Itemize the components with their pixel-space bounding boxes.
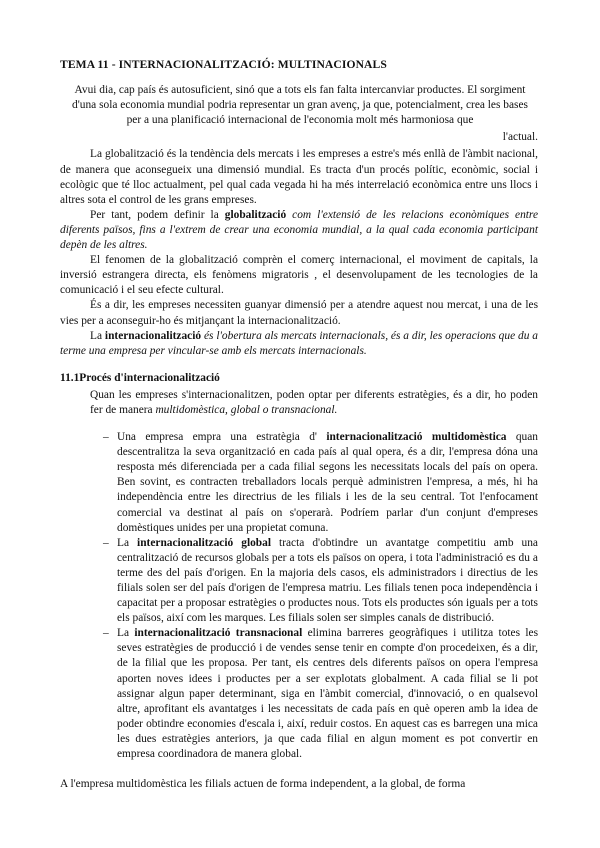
term-globalization: globalització [224, 208, 287, 221]
strategy-list [60, 430, 538, 762]
paragraph-internationalization-definition [60, 329, 538, 359]
section-heading: 11.1Procés d'internacionalització [60, 371, 220, 384]
strategy-list-text: multidomèstica, global o transnacional. [155, 403, 338, 416]
section-intro [90, 388, 538, 418]
list-item [103, 626, 538, 762]
closing-paragraph: A l'empresa multidomèstica les filials actuen de forma independent, a la global, de forma [60, 778, 466, 791]
term: internacionalització global [137, 536, 271, 549]
definition-text: com l'extensió de les relacions econòmiques entre diferents països, fins a l'extrem de crear una economia mundial, a la qual cada economia participant depèn de les altres. [60, 208, 538, 252]
list-item [103, 430, 538, 536]
term-internationalization: internacionalització [104, 329, 202, 342]
intro-paragraph-tail: l'actual. [502, 131, 538, 144]
text: elimina barreres geogràfiques i utilitza totes les seves estratègies de producció i de vendes sense tenir en compte d'on procedeixen, és a dir, de la filial que les proposa. Per tant, els centres dels diferents països on opera l'empresa aporten noves idees i productes per a ser explotats globalment. A cada filial se li pot assignar algun paper determinant, siga en l'àmbit comercial, d'innovació, o en qualsevol altre, aprofitant els avantatges i les necessitats de cada país en què operen amb la idea de poder obtindre economies d'escala i, així, reduir costos. En aquest cas es barregen una mica les dues estratègies anteriors, ja que cada filial en algun moment es pot convertir en empresa coordinadora de manera global. [117, 627, 538, 761]
dash-bullet: – [103, 431, 109, 444]
list-item [103, 536, 538, 627]
term: internacionalització multidomèstica [326, 431, 507, 444]
text: Una empresa empra una estratègia d' [117, 431, 327, 444]
term: internacionalització transnacional [134, 627, 303, 640]
text: Per tant, podem definir la [90, 208, 225, 221]
paragraph-globalization-phenomenon: El fenomen de la globalització comprèn el comerç internacional, el moviment de capitals, la inversió estrangera directa, els fenòmens migratoris , el desenvolupament de les tecnologies de la comunicació i el seu efecte cultural. [60, 254, 538, 297]
page-title: TEMA 11 - INTERNACIONALITZACIÓ: MULTINACIONALS [60, 58, 387, 71]
text: La [117, 536, 138, 549]
definition-text: és l'obertura als mercats internacionals, és a dir, les operacions que du a terme una empresa per vincular-se amb els mercats internacionals. [60, 329, 538, 357]
text: Quan les empreses s'internacionalitzen, poden optar per diferents estratègies, és a dir, ho poden fer de manera [90, 388, 538, 416]
dash-bullet: – [103, 536, 109, 549]
paragraph-globalization-definition [60, 208, 538, 253]
dash-bullet: – [103, 627, 109, 640]
intro-paragraph: Avui dia, cap país és autosuficient, sinó que a tots els fan falta intercanviar productes. El sorgiment d'una sola economia mundial podria representar un gran avenç, ja que, potencialment, crea les bases per a una planificació internacional de l'economia molt més harmoniosa que [72, 84, 528, 127]
paragraph-companies-dimension: És a dir, les empreses necessiten guanyar dimensió per a atendre aquest nou mercat, i una de les vies per a aconseguir-ho és mitjançant la internacionalització. [60, 299, 538, 327]
paragraph-globalization: La globalització és la tendència dels mercats i les empreses a estre's més enllà de l'àmbit nacional, de manera que aconsegueix una dimensió mundial. Es tracta d'un procés polític, econòmic, social i ecològic que té lloc actualment, pel qual cada vegada hi ha més interrelació econòmica entre uns llocs i altres sota el control de les grans empreses. [60, 148, 538, 206]
text: La [90, 329, 105, 342]
text: quan descentralitza la seva organització en cada país al qual opera, és a dir, l'empresa dóna una resposta més diferenciada per a cada filial segons les necessitats locals del país on opera. Ben sovint, es contracten treballadors locals perquè administren l'empresa, a més, hi ha independència entre les directrius de les filials i les de la seu central. Tot l'enfocament comercial va destinat al país on s'operarà. Podríem parlar d'un conjunt d'empreses domèstiques unides per una propietat comuna. [117, 431, 538, 534]
text: tracta d'obtindre un avantatge competitiu amb una centralització de recursos globals per a tots els països on opera, i tota l'administració es du a terme des del país d'origen. En la majoria dels casos, els administradors i directius de les filials solen ser del país d'origen de l'empresa matriu. Les filials tenen poca independència i capacitat per a proposar estratègies o productes nous. Tots els productes són iguals per a tots els països, així com les marques. Les filials solen ser simples canals de distribució. [117, 536, 538, 625]
text: La [117, 627, 135, 640]
